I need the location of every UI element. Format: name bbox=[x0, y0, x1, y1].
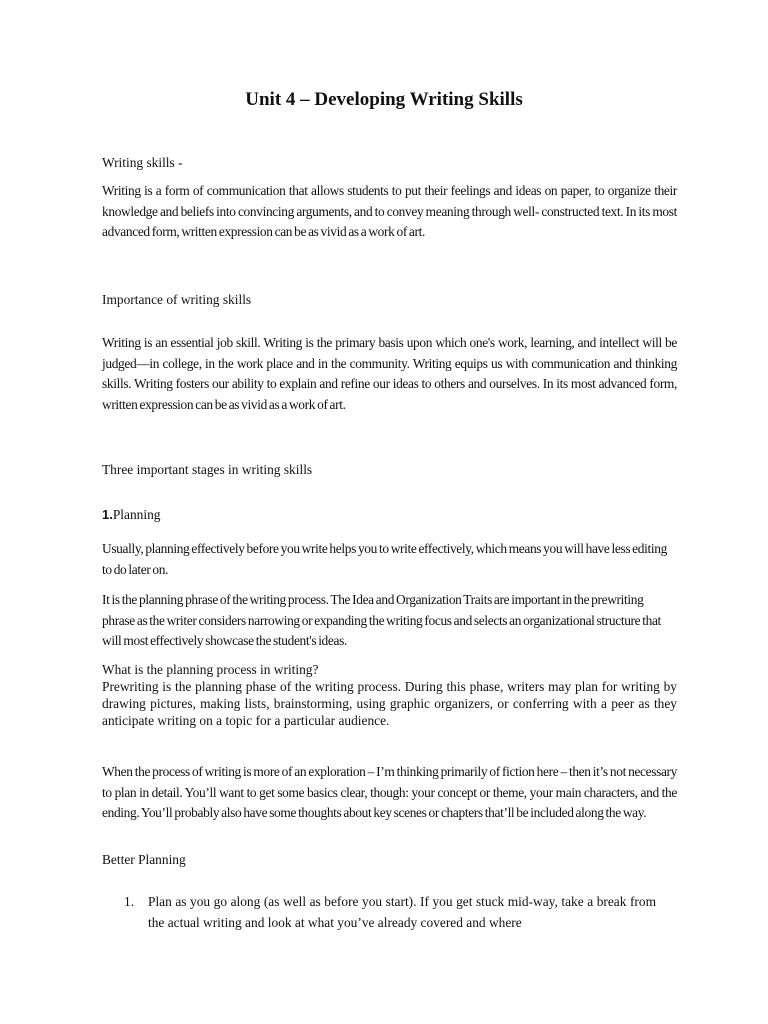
planning-paragraph-1: Usually, planning effectively before you write helps you to write effectively, which means you will have less editing to do later on. bbox=[102, 541, 667, 577]
planning-number: 1. bbox=[102, 507, 113, 522]
planning-heading-line bbox=[102, 505, 677, 526]
planning-heading: Planning bbox=[112, 507, 161, 522]
planning-paragraph-2: It is the planning phrase of the writing process. The Idea and Organization Traits are important in the prewriting phrase as the writer considers narrowing or expanding the writing focus and selects an organizational structure that will most effectively showcase the student's ideas. bbox=[102, 592, 661, 649]
importance-paragraph: Writing is an essential job skill. Writing is the primary basis upon which one's work, learning, and intellect will be judged—in college, in the work place and in the community. Writing equips us with communication and thinking skills. Writing fosters our ability to explain and refine our ideas to others and ourselves. In its most advanced form, written expression can be as vivid as a work of art. bbox=[102, 335, 677, 412]
writing-skills-paragraph: Writing is a form of communication that allows students to put their feelings and ideas on paper, to organize their knowledge and beliefs into convincing arguments, and to convey meaning through well- constructed text. In its most advanced form, written expression can be as vivid as a work of art. bbox=[102, 183, 677, 240]
list-item-text: Plan as you go along (as well as before you start). If you get stuck mid-way, take a break from the actual writing and look at what you’ve already covered and where bbox=[148, 894, 656, 930]
better-planning-heading: Better Planning bbox=[102, 852, 186, 867]
planning-question: What is the planning process in writing? bbox=[102, 662, 319, 677]
document-title: Unit 4 – Developing Writing Skills bbox=[245, 89, 523, 110]
importance-heading: Importance of writing skills bbox=[102, 292, 252, 307]
writing-skills-heading: Writing skills - bbox=[102, 155, 183, 170]
planning-answer: Prewriting is the planning phase of the writing process. During this phase, writers may plan for writing by drawing pictures, making lists, brainstorming, using graphic organizers, or conferring with a peer as they anticipate writing on a topic for a particular audience. bbox=[102, 679, 677, 728]
stages-heading: Three important stages in writing skills bbox=[102, 462, 313, 477]
list-item-number: 1. bbox=[124, 894, 135, 909]
exploration-paragraph: When the process of writing is more of an exploration – I’m thinking primarily of fiction here – then it’s not necessary to plan in detail. You’ll want to get some basics clear, though: your concept or theme, your main characters, and the ending. You’ll probably also have some thoughts about key scenes or chapters that’ll be included along the way. bbox=[102, 764, 677, 821]
